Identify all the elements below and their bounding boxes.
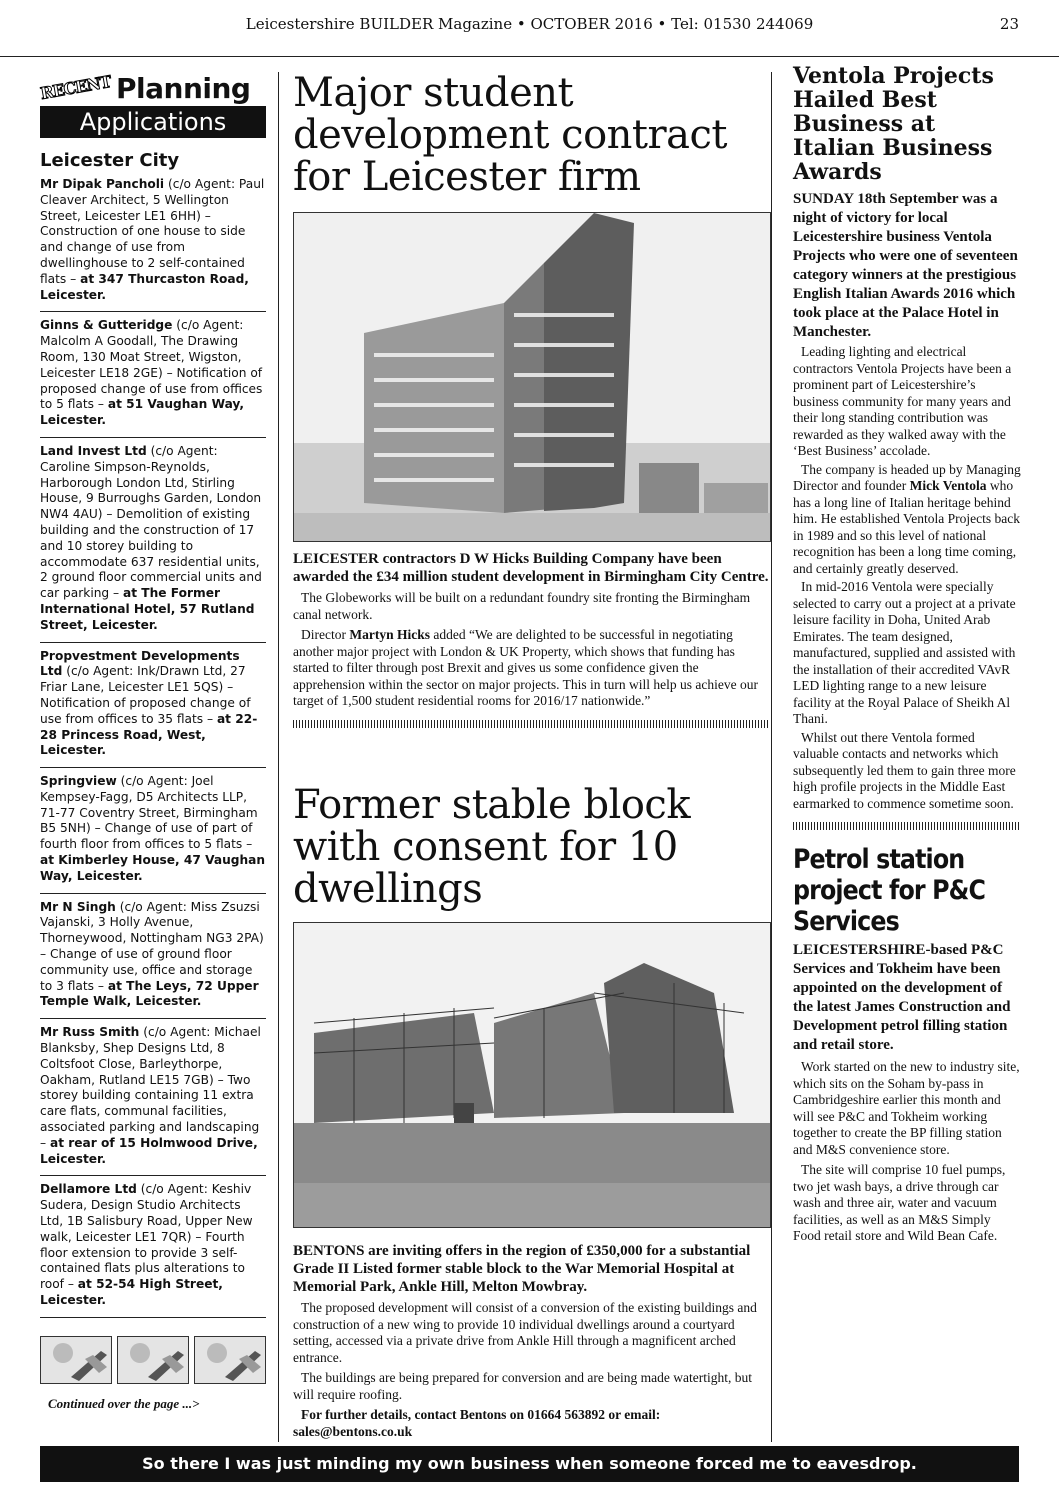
right-column [793, 64, 1021, 1245]
logo-planning: Planning [116, 72, 251, 105]
application-location: at 347 Thurcaston Road, Leicester. [40, 271, 249, 302]
article-stable-block [293, 784, 769, 1440]
article-paragraph: Work started on the new to industry site, which sits on the Soham by-pass in Cambridgeshire earlier this month and will see P&C and Tokheim working together to create the BP filling station and M&S convenience store. [793, 1059, 1020, 1157]
application-detail: (c/o Agent: Ink/Drawn Ltd, 27 Friar Lane, Leicester LE1 5QS) – Notification of proposed change of use from offices to 35 flats – [40, 664, 251, 726]
drawing-hand-image [194, 1336, 266, 1384]
article-paragraph: Leading lighting and electrical contractors Ventola Projects have been a prominent part of Leicestershire’s business community for many years and their long standing contribution was rewarded as they walked away with the ‘Best Business’ accolade. [793, 344, 1012, 458]
application-location: at The Former International Hotel, 57 Rutland Street, Leicester. [40, 586, 255, 632]
person-name: Martyn Hicks [349, 627, 430, 642]
paragraph-text: Director [301, 627, 350, 642]
applicant-name: Ginns & Gutteridge [40, 318, 173, 333]
application-detail: (c/o Agent: Keshiv Sudera, Design Studio Architects Ltd, 1B Salisbury Road, Upper New walk, Leicester LE1 7QR) – Fourth floor extension to provide 3 self-contained flats plus alterations to roof – [40, 1182, 253, 1292]
main-column [278, 72, 772, 1442]
student-building-photo [293, 212, 771, 542]
drawing-hand-image [40, 1336, 112, 1384]
planning-applications-column [40, 72, 266, 1432]
article-lede: LEICESTERSHIRE-based P&C Services and Tokheim have been appointed on the development of the latest James Construction and Development petrol filling station and retail store. [793, 942, 1011, 1053]
applicant-name: Mr N Singh [40, 899, 116, 914]
page-number: 23 [999, 15, 1019, 33]
application-location: at Kimberley House, 47 Vaughan Way, Leicester. [40, 853, 266, 883]
paragraph-text: added “We are delighted to be successful in negotiating another major project with London & UK Property, which shows that funding has started to filter through post Brexit and gives us some confidence given the apprehension within the sector on major projects. This in turn will help us achieve our target of 1,500 student residential rooms for 2016/17 nationwide.” [293, 627, 759, 708]
planning-item [40, 894, 266, 1020]
application-detail: (c/o Agent: Joel Kempsey-Fagg, D5 Architects LLP, 71-77 Coventry Street, Birmingham B5 5NH) – Change of use of part of fourth floor from offices to 5 flats – [40, 774, 258, 852]
application-detail: (c/o Agent: Malcolm A Goodall, The Drawing Room, 130 Moat Street, Wigston, Leicester LE18 2GE) – Notification of proposed change of use from offices to 5 flats – [40, 318, 263, 412]
article-headline: Petrol station project for P&C Services [793, 844, 986, 937]
applicant-name: Dellamore Ltd [40, 1182, 137, 1197]
person-name: Mick Ventola [909, 478, 987, 493]
article-paragraph: The site will comprise 10 fuel pumps, two jet wash bays, a drive through car wash and three air, water and vacuum facilities, as well as an M&S Simply Food retail store and Wild Bean Cafe. [793, 1162, 1006, 1243]
continued-note: Continued over the page ...> [48, 1395, 200, 1411]
drawing-hand-image [117, 1336, 189, 1384]
article-petrol-station [793, 844, 1021, 1245]
planning-item [40, 1019, 266, 1176]
application-location: at The Leys, 72 Upper Temple Walk, Leicester. [40, 978, 259, 1009]
applicant-name: Propvestment Developments Ltd [40, 648, 240, 679]
application-location: at 22-28 Princess Road, West, Leicester. [40, 711, 258, 758]
stable-block-photo [293, 922, 771, 1228]
plan-drawing-thumbnails [40, 1336, 266, 1384]
article-headline: Former stable block with consent for 10 dwellings [293, 782, 691, 912]
application-detail: (c/o Agent: Paul Cleaver Architect, 5 Wellington Street, Leicester LE1 6HH) – Construction of one house to side and change of use from dwellinghouse to 2 self-contained flats – [40, 177, 265, 286]
section-divider [293, 720, 769, 728]
article-paragraph: In mid-2016 Ventola were specially selected to carry out a project at a private leisure facility in Doha, United Arab Emirates. The team designed, manufactured, supplied and assisted with the installation of their accredited VAvR LED lighting range to a new leisure facility at the Royal Palace of Sheikh Al Thani. [793, 579, 1016, 726]
application-detail: (c/o Agent: Michael Blanksby, Shep Designs Ltd, 8 Coltsfoot Close, Barleythorpe, Oakham, Rutland LE15 7GB) – Two storey building containing 11 extra care flats, communal facilities, associated parking and landscaping – [40, 1025, 261, 1150]
masthead-line: Leicestershire BUILDER Magazine • OCTOBER 2016 • Tel: 01530 244069 [245, 15, 814, 33]
application-location: at 52-54 High Street, Leicester. [40, 1277, 223, 1307]
article-paragraph: The buildings are being prepared for conversion and are being made watertight, but will require roofing. [293, 1370, 752, 1402]
paragraph-text: The company is headed up by Managing Director and founder [793, 461, 1021, 493]
applicant-name: Springview [40, 774, 117, 789]
application-location: at 51 Vaughan Way, Leicester. [40, 397, 245, 428]
masthead [0, 0, 1059, 57]
section-divider [793, 822, 1021, 830]
article-paragraph: The Globeworks will be built on a redundant foundry site fronting the Birmingham canal network. [293, 590, 751, 622]
region-heading: Leicester City [40, 150, 180, 171]
planning-item [40, 312, 266, 438]
application-location: at rear of 15 Holmwood Drive, Leicester. [40, 1135, 258, 1166]
article-paragraph: The proposed development will consist of a conversion of the existing buildings and construction of a new wing to provide 10 individual dwellings around a courtyard setting, accessed via a private drive from Ankle Hill through a magnificent arched entrance. [293, 1300, 757, 1365]
applicant-name: Land Invest Ltd [40, 443, 147, 458]
article-lede: SUNDAY 18th September was a night of victory for local Leicestershire business Ventola Projects who were one of seventeen category winners at the prestigious English Italian Awards 2016 which took place at the Palace Hotel in Manchester. [793, 191, 1018, 340]
footer-banner: So there I was just minding my own business when someone forced me to eavesdrop. [40, 1446, 1019, 1482]
article-headline: Ventola Projects Hailed Best Business at Italian Business Awards [793, 63, 994, 185]
contact-details: For further details, contact Bentons on 01664 563892 or email: sales@bentons.co.uk [293, 1407, 661, 1439]
article-lede: BENTONS are inviting offers in the region of £350,000 for a substantial Grade II Listed former stable block to the War Memorial Hospital at Memorial Park, Ankle Hill, Melton Mowbray. [293, 1243, 751, 1295]
planning-item [40, 171, 266, 312]
planning-item [40, 768, 266, 894]
application-detail: (c/o Agent: Miss Zsuzsi Vajanski, 3 Holly Avenue, Thorneywood, Nottingham NG3 2PA) – Change of use of ground floor community use, office and storage to 3 flats – [40, 899, 264, 993]
article-lede: LEICESTER contractors D W Hicks Building Company have been awarded the £34 million student development in Birmingham City Centre. [293, 551, 769, 585]
paragraph-text: who has a long line of Italian heritage behind him. He established Ventola Projects back in 1989 and so this level of national recognition has been a long time coming, and certainly greatly deserved. [793, 478, 1020, 576]
article-paragraph [293, 627, 769, 710]
application-detail: (c/o Agent: Caroline Simpson-Reynolds, Harborough London Ltd, Stirling House, 9 Burroughs Garden, London NW4 4AU) – Demolition of existing building and the construction of 17 and 10 storey building to accommodate 637 residential units, 2 ground floor commercial units and car parking – [40, 443, 262, 601]
article-paragraph: Whilst out there Ventola formed valuable contacts and networks which subsequently led them to gain three more high profile projects in the Middle East earmarked to commence sometime soon. [793, 729, 1016, 811]
planning-item [40, 1176, 266, 1317]
planning-item [40, 438, 266, 643]
applicant-name: Mr Russ Smith [40, 1025, 140, 1040]
article-headline: Major student development contract for Leicester firm [293, 70, 727, 200]
article-ventola [793, 64, 1021, 830]
article-paragraph [793, 462, 1021, 578]
logo-applications: Applications [40, 106, 266, 138]
planning-item [40, 643, 266, 769]
article-student-development [293, 72, 769, 734]
planning-applications-logo [40, 72, 266, 140]
logo-recent: RECENT [38, 71, 113, 104]
applicant-name: Mr Dipak Pancholi [40, 177, 165, 191]
